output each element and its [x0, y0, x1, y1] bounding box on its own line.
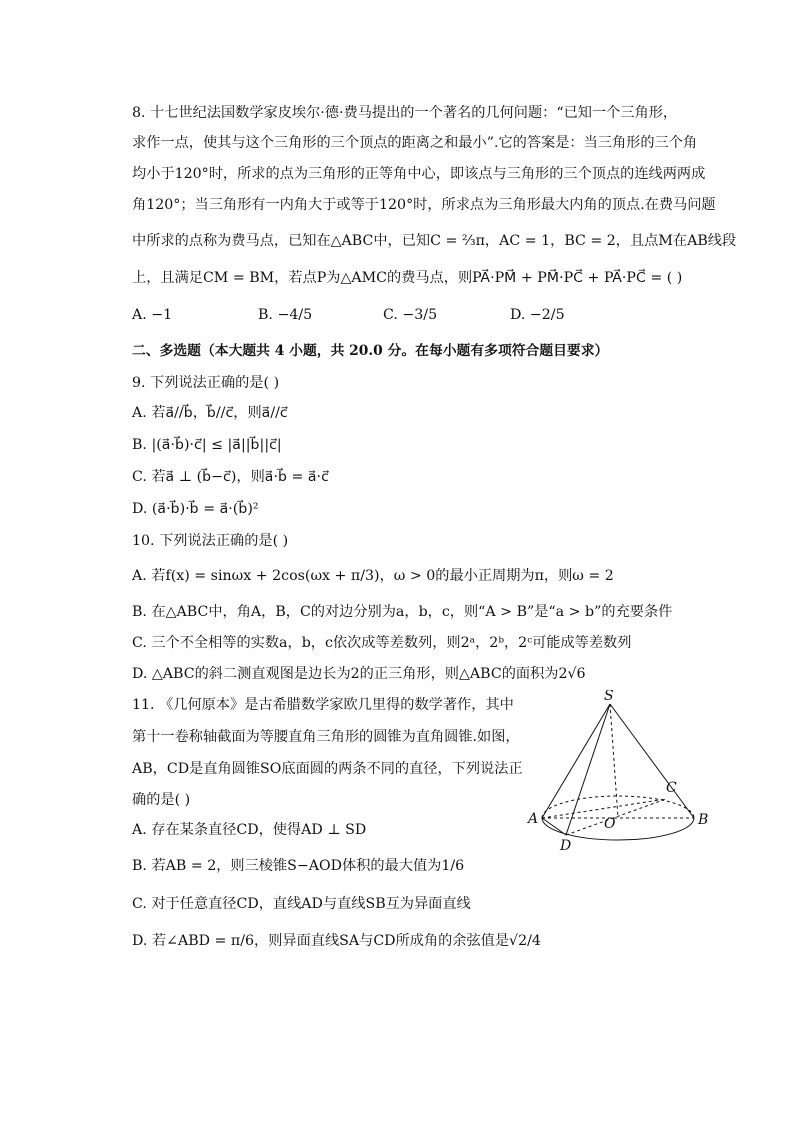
q11-option-c: C. 对于任意直径CD，直线AD与直线SB互为异面直线: [132, 896, 471, 912]
q8-option-c: C. −3/5: [383, 307, 438, 323]
q10-option-b: B. 在△ABC中，角A，B，C的对边分别为a，b，c，则“A > B”是“a > b”的充要条件: [132, 604, 673, 620]
q10-option-d: D. △ABC的斜二测直观图是边长为2的正三角形，则△ABC的面积为2√6: [132, 666, 586, 682]
q10-stem: 10. 下列说法正确的是( ): [132, 533, 289, 549]
edge-SA: [542, 704, 610, 818]
q9-stem: 9. 下列说法正确的是( ): [132, 375, 280, 391]
q9-option-c: C. 若a⃗ ⊥ (b⃗−c⃗)，则a⃗·b⃗ = a⃗·c⃗: [132, 469, 329, 485]
label-C: C: [666, 780, 677, 796]
q8-option-d: D. −2/5: [510, 307, 565, 323]
cone-figure: [520, 690, 710, 855]
base-ellipse-front: [542, 818, 694, 840]
q9-option-d: D. (a⃗·b⃗)·b⃗ = a⃗·(b⃗)²: [132, 501, 259, 517]
label-B: B: [698, 812, 709, 828]
q11-line-1: 11. 《几何原本》是古希腊数学家欧几里得的数学著作，其中: [132, 697, 514, 713]
q8-line-2: 求作一点，使其与这个三角形的三个顶点的距离之和最小”.它的答案是：当三角形的三个角: [132, 135, 698, 151]
q11-option-b: B. 若AB = 2，则三棱锥S−AOD体积的最大值为1/6: [132, 858, 465, 874]
segment-AD: [542, 818, 566, 835]
q11-line-4: 确的是( ): [132, 792, 191, 808]
q8-option-b: B. −4/5: [258, 307, 313, 323]
label-D: D: [560, 838, 572, 854]
q10-option-a: A. 若f(x) = sinωx + 2cos(ωx + π/3)，ω > 0的最小正周期为π，则ω = 2: [132, 568, 614, 584]
q9-option-b: B. |(a⃗·b⃗)·c⃗| ≤ |a⃗||b⃗||c⃗|: [132, 437, 282, 453]
section-header-multiple-choice: 二、多选题（本大题共 4 小题，共 20.0 分。在每小题有多项符合题目要求）: [132, 343, 609, 359]
diameter-CD: [566, 799, 666, 835]
q10-option-c: C. 三个不全相等的实数a，b，c依次成等差数列，则2ᵃ，2ᵇ，2ᶜ可能成等差数列: [132, 635, 632, 651]
q9-option-a: A. 若a⃗//b⃗，b⃗//c⃗，则a⃗//c⃗: [132, 405, 288, 421]
q8-line-6: 上，且满足CM = BM，若点P为△AMC的费马点，则PA⃗·PM⃗ + PM⃗·PC⃗ + PA⃗·PC⃗ = ( ): [132, 270, 683, 286]
q11-line-2: 第十一卷称轴截面为等腰直角三角形的圆锥为直角圆锥.如图，: [132, 729, 520, 745]
q8-line-1: 8. 十七世纪法国数学家皮埃尔·德·费马提出的一个著名的几何问题：“已知一个三角形，: [132, 105, 678, 121]
q11-option-d: D. 若∠ABD = π/6，则异面直线SA与CD所成角的余弦值是√2/4: [132, 933, 541, 949]
edge-SO: [610, 704, 618, 818]
label-A: A: [528, 811, 539, 827]
q8-option-a: A. −1: [132, 307, 173, 323]
q8-line-5: 中所求的点称为费马点，已知在△ABC中，已知C = ⅔π，AC = 1，BC = 2，且点M在AB线段: [132, 233, 737, 249]
q11-option-a: A. 存在某条直径CD，使得AD ⊥ SD: [132, 822, 367, 838]
label-O: O: [604, 816, 616, 832]
edge-SB: [610, 704, 694, 818]
q8-line-4: 角120°；当三角形有一内角大于或等于120°时，所求点为三角形最大内角的顶点.在费马问题: [132, 197, 716, 213]
q11-line-3: AB，CD是直角圆锥SO底面圆的两条不同的直径，下列说法正: [132, 761, 523, 777]
label-S: S: [604, 690, 614, 704]
q8-line-3: 均小于120°时，所求的点为三角形的正等角中心，即该点与三角形的三个顶点的连线两两成: [132, 166, 706, 182]
